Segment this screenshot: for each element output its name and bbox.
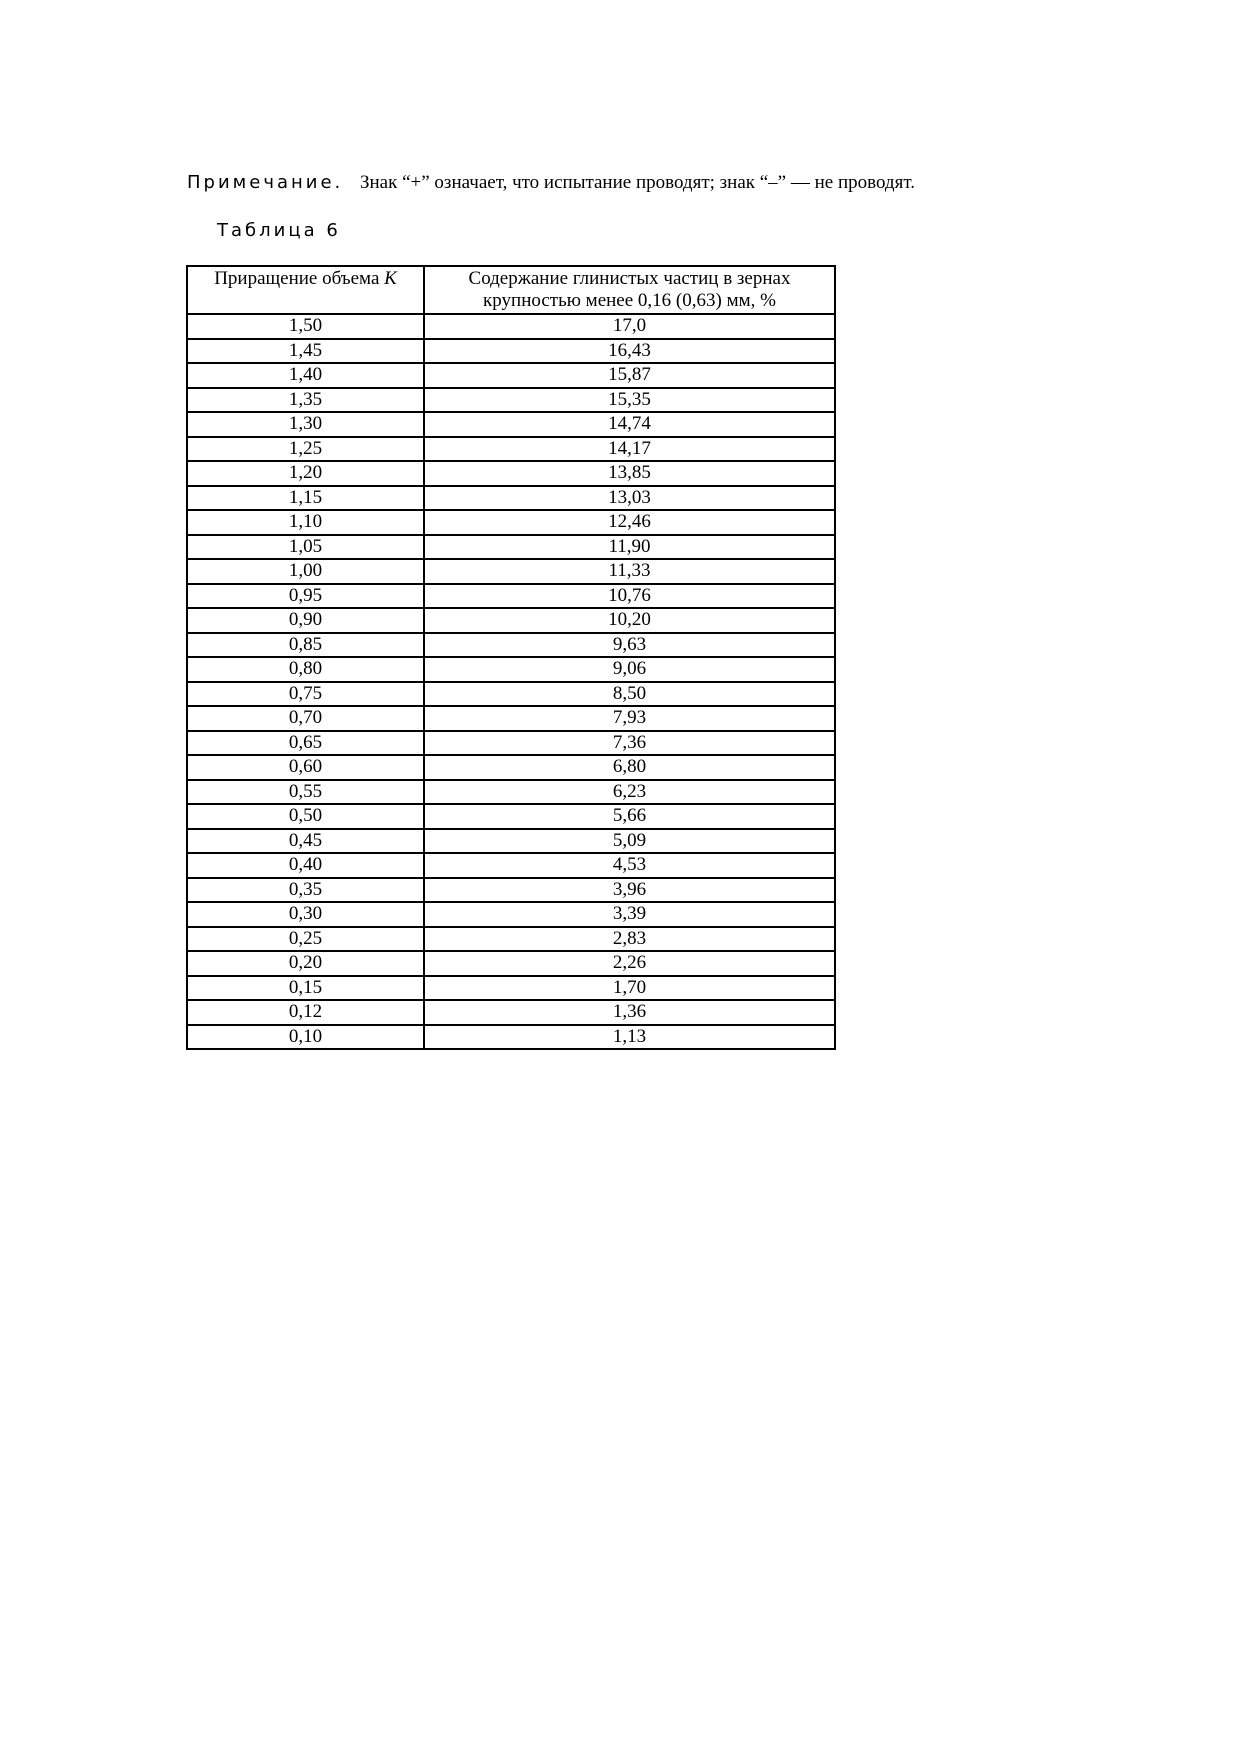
cell-volume-increment: 1,35 xyxy=(187,388,424,413)
cell-clay-content: 11,90 xyxy=(424,535,835,560)
table-row xyxy=(187,829,835,854)
cell-volume-increment: 0,12 xyxy=(187,1000,424,1025)
cell-volume-increment: 0,75 xyxy=(187,682,424,707)
cell-volume-increment: 0,95 xyxy=(187,584,424,609)
table-row xyxy=(187,780,835,805)
cell-volume-increment: 1,40 xyxy=(187,363,424,388)
cell-clay-content: 1,70 xyxy=(424,976,835,1001)
cell-volume-increment: 0,80 xyxy=(187,657,424,682)
cell-clay-content: 10,76 xyxy=(424,584,835,609)
cell-clay-content: 9,63 xyxy=(424,633,835,658)
cell-volume-increment: 0,30 xyxy=(187,902,424,927)
table-row xyxy=(187,853,835,878)
table-row xyxy=(187,363,835,388)
cell-volume-increment: 0,45 xyxy=(187,829,424,854)
cell-clay-content: 14,17 xyxy=(424,437,835,462)
data-table xyxy=(186,265,836,1050)
table-row xyxy=(187,535,835,560)
table-row xyxy=(187,682,835,707)
table-row xyxy=(187,412,835,437)
cell-clay-content: 1,36 xyxy=(424,1000,835,1025)
cell-volume-increment: 0,20 xyxy=(187,951,424,976)
cell-volume-increment: 1,05 xyxy=(187,535,424,560)
cell-clay-content: 9,06 xyxy=(424,657,835,682)
table-row xyxy=(187,902,835,927)
cell-clay-content: 16,43 xyxy=(424,339,835,364)
table-row xyxy=(187,927,835,952)
cell-volume-increment: 0,55 xyxy=(187,780,424,805)
cell-volume-increment: 1,50 xyxy=(187,314,424,339)
table-row xyxy=(187,608,835,633)
cell-volume-increment: 1,25 xyxy=(187,437,424,462)
note xyxy=(187,172,915,194)
cell-clay-content: 13,85 xyxy=(424,461,835,486)
cell-volume-increment: 0,90 xyxy=(187,608,424,633)
table-row xyxy=(187,731,835,756)
cell-clay-content: 11,33 xyxy=(424,559,835,584)
cell-clay-content: 13,03 xyxy=(424,486,835,511)
header-clay-content-line2: крупностью менее 0,16 (0,63) мм, % xyxy=(483,290,776,311)
cell-clay-content: 5,09 xyxy=(424,829,835,854)
table-row xyxy=(187,584,835,609)
table-row xyxy=(187,657,835,682)
table-row xyxy=(187,510,835,535)
cell-volume-increment: 1,45 xyxy=(187,339,424,364)
note-label: Примечание. xyxy=(187,172,344,193)
header-volume-increment-label: Приращение объема xyxy=(214,268,385,289)
cell-volume-increment: 1,15 xyxy=(187,486,424,511)
header-clay-content xyxy=(424,266,835,314)
cell-volume-increment: 0,25 xyxy=(187,927,424,952)
cell-clay-content: 17,0 xyxy=(424,314,835,339)
table-row xyxy=(187,1000,835,1025)
table-row xyxy=(187,976,835,1001)
header-k-symbol: K xyxy=(384,268,397,289)
table-row xyxy=(187,437,835,462)
cell-clay-content: 2,83 xyxy=(424,927,835,952)
table-row xyxy=(187,486,835,511)
table-body xyxy=(187,314,835,1049)
cell-clay-content: 6,80 xyxy=(424,755,835,780)
cell-clay-content: 7,36 xyxy=(424,731,835,756)
cell-volume-increment: 0,50 xyxy=(187,804,424,829)
table-row xyxy=(187,314,835,339)
cell-volume-increment: 1,30 xyxy=(187,412,424,437)
header-clay-content-line1: Содержание глинистых частиц в зернах xyxy=(468,268,791,289)
cell-volume-increment: 0,65 xyxy=(187,731,424,756)
cell-volume-increment: 0,85 xyxy=(187,633,424,658)
cell-volume-increment: 1,00 xyxy=(187,559,424,584)
cell-clay-content: 6,23 xyxy=(424,780,835,805)
cell-volume-increment: 0,35 xyxy=(187,878,424,903)
table-row xyxy=(187,878,835,903)
cell-clay-content: 12,46 xyxy=(424,510,835,535)
table-row xyxy=(187,461,835,486)
table-row xyxy=(187,706,835,731)
table-row xyxy=(187,951,835,976)
cell-clay-content: 15,35 xyxy=(424,388,835,413)
cell-clay-content: 7,93 xyxy=(424,706,835,731)
table-header-row xyxy=(187,266,835,314)
header-volume-increment xyxy=(187,266,424,314)
cell-clay-content: 15,87 xyxy=(424,363,835,388)
cell-clay-content: 5,66 xyxy=(424,804,835,829)
cell-clay-content: 2,26 xyxy=(424,951,835,976)
cell-clay-content: 10,20 xyxy=(424,608,835,633)
cell-volume-increment: 1,20 xyxy=(187,461,424,486)
cell-clay-content: 14,74 xyxy=(424,412,835,437)
table-row xyxy=(187,559,835,584)
note-text: Знак “+” означает, что испытание проводят; знак “–” — не проводят. xyxy=(360,172,915,193)
cell-clay-content: 1,13 xyxy=(424,1025,835,1050)
cell-volume-increment: 0,70 xyxy=(187,706,424,731)
cell-volume-increment: 0,60 xyxy=(187,755,424,780)
table-header xyxy=(187,266,835,314)
cell-clay-content: 8,50 xyxy=(424,682,835,707)
table-row xyxy=(187,755,835,780)
cell-clay-content: 3,96 xyxy=(424,878,835,903)
cell-clay-content: 4,53 xyxy=(424,853,835,878)
table-row xyxy=(187,339,835,364)
table-row xyxy=(187,388,835,413)
cell-volume-increment: 0,40 xyxy=(187,853,424,878)
table-row xyxy=(187,804,835,829)
table-row xyxy=(187,633,835,658)
cell-volume-increment: 0,10 xyxy=(187,1025,424,1050)
cell-clay-content: 3,39 xyxy=(424,902,835,927)
table-caption: Таблица 6 xyxy=(217,220,341,241)
cell-volume-increment: 1,10 xyxy=(187,510,424,535)
cell-volume-increment: 0,15 xyxy=(187,976,424,1001)
table-row xyxy=(187,1025,835,1050)
